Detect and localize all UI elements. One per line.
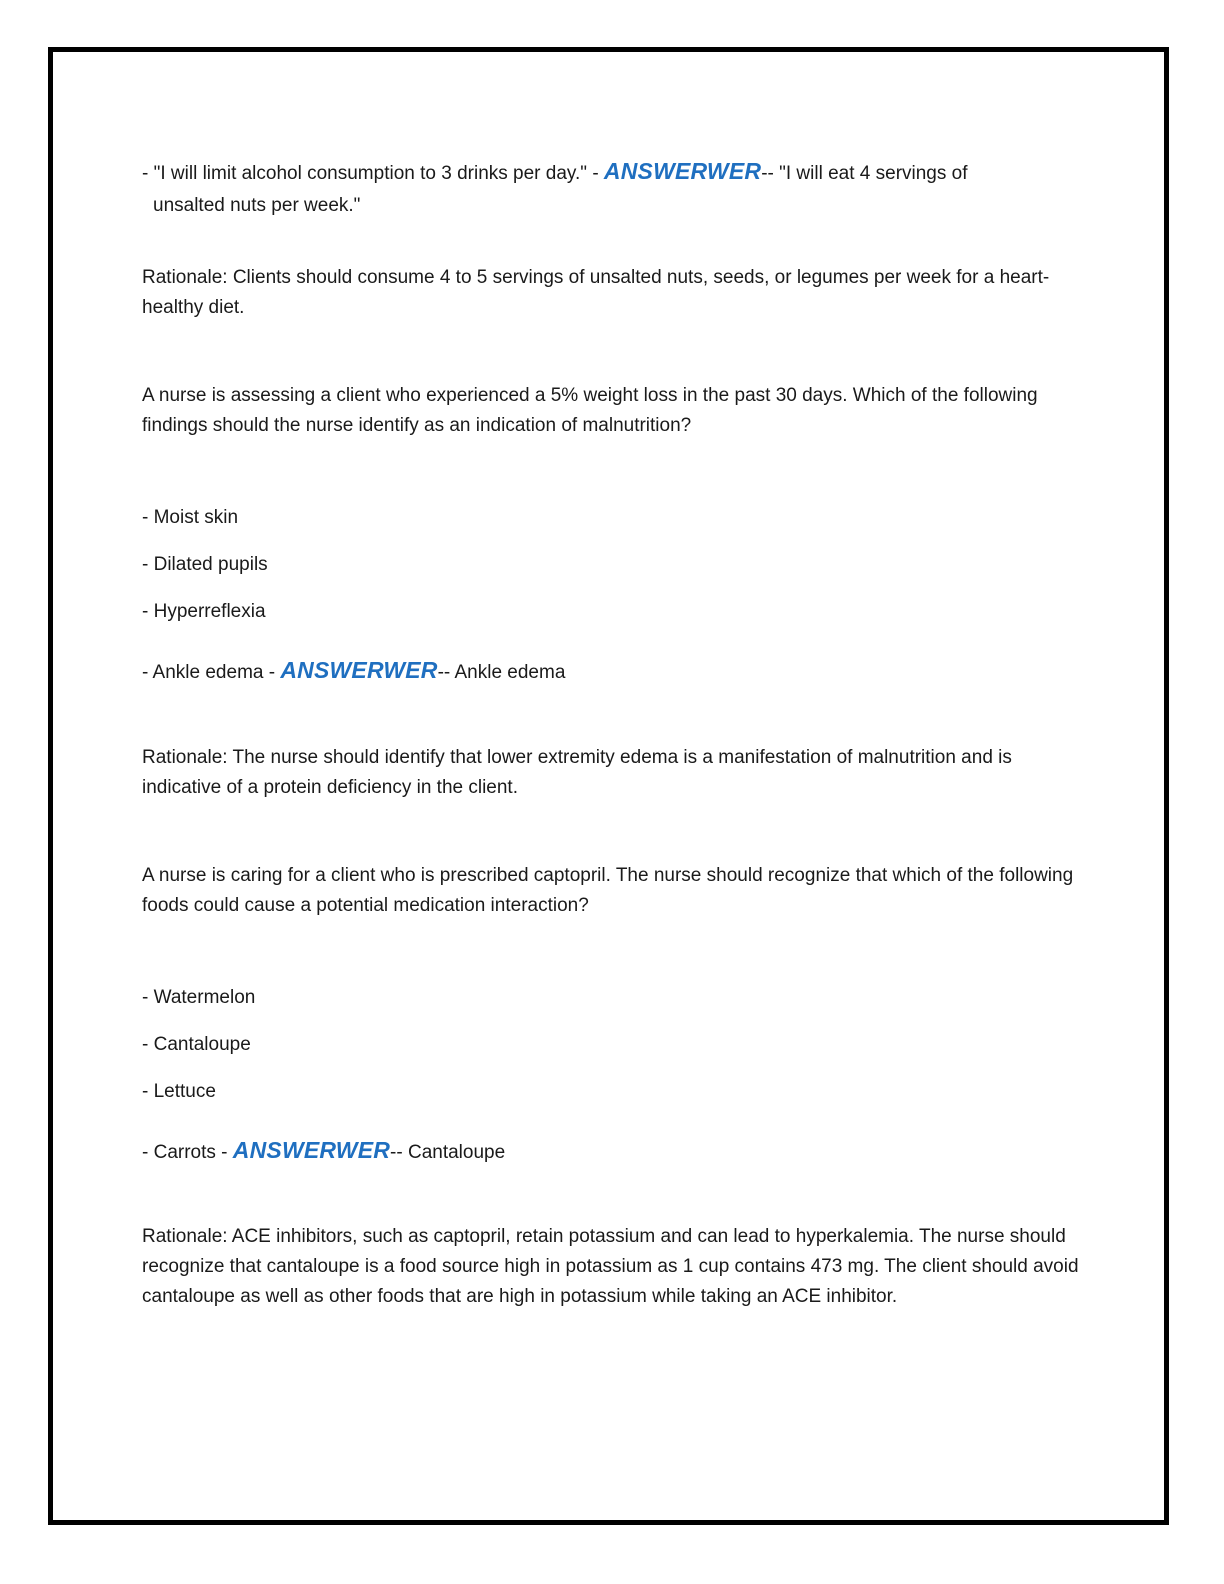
q2-question: A nurse is assessing a client who experienced a 5% weight loss in the past 30 days. Which of the following findings should the nurse identify as an indication of malnutrition? bbox=[142, 385, 1038, 436]
q2-answer-tag: ANSWERWER bbox=[280, 657, 438, 683]
q3-last-option: - Carrots - bbox=[142, 1142, 233, 1163]
q1-last-option: - "I will limit alcohol consumption to 3 drinks per day." - bbox=[142, 163, 604, 184]
q1-answer-line bbox=[142, 156, 968, 189]
q2-option-1: - Moist skin bbox=[142, 507, 239, 528]
q3-option-2: - Cantaloupe bbox=[142, 1034, 251, 1055]
q2-option-3: - Hyperreflexia bbox=[142, 601, 266, 622]
q3-rationale: Rationale: ACE inhibitors, such as captopril, retain potassium and can lead to hyperkalemia. The nurse should recognize that cantaloupe is a food source high in potassium as 1 cup contains 473 mg. The client should avoid cantaloupe as well as other foods that are high in potassium while taking an ACE inhibitor. bbox=[142, 1226, 1079, 1307]
q3-answer-line bbox=[142, 1135, 505, 1168]
q3-answer-tag: ANSWERWER bbox=[232, 1137, 391, 1163]
q2-option-2: - Dilated pupils bbox=[142, 554, 268, 575]
q1-answer-line-2: unsalted nuts per week." bbox=[153, 195, 361, 216]
q2-answer-text: -- Ankle edema bbox=[437, 662, 566, 683]
q1-answer-tag: ANSWERWER bbox=[603, 158, 762, 184]
q3-option-1: - Watermelon bbox=[142, 987, 256, 1008]
q1-rationale: Rationale: Clients should consume 4 to 5 servings of unsalted nuts, seeds, or legumes per week for a heart-healthy diet. bbox=[142, 267, 1050, 318]
q3-option-3: - Lettuce bbox=[142, 1081, 216, 1102]
q3-answer-text: -- Cantaloupe bbox=[390, 1142, 506, 1163]
q2-rationale: Rationale: The nurse should identify that lower extremity edema is a manifestation of malnutrition and is indicative of a protein deficiency in the client. bbox=[142, 747, 1012, 798]
q2-answer-line bbox=[142, 655, 565, 688]
q3-question: A nurse is caring for a client who is prescribed captopril. The nurse should recognize that which of the following foods could cause a potential medication interaction? bbox=[142, 865, 1074, 916]
q2-last-option: - Ankle edema - bbox=[142, 662, 281, 683]
q1-answer-text: -- "I will eat 4 servings of bbox=[761, 163, 968, 184]
